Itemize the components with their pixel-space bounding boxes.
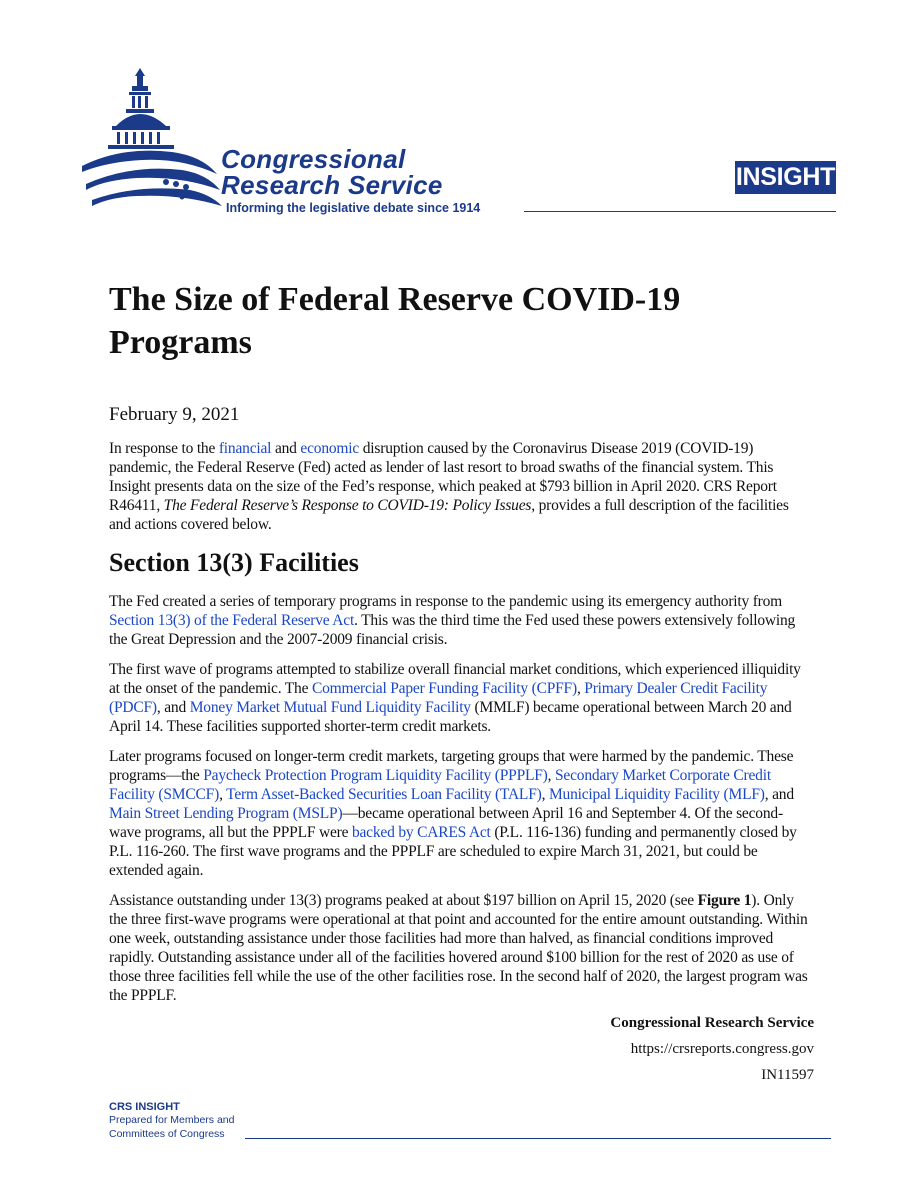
link-smccf[interactable]: Secondary Market Corporate Credit Facility (SMCCF) [109, 767, 771, 803]
link-talf[interactable]: Term Asset-Backed Securities Loan Facility (TALF) [226, 786, 542, 803]
text-run: (MMLF) became operational between March 20 and April 14. These facilities supported shorter-term credit markets. [109, 699, 792, 735]
report-title-italic: The Federal Reserve’s Response to COVID-19: Policy Issues [163, 497, 532, 514]
text-run: ). Only the three first-wave programs were operational at that point and accounted for the entire amount outstanding. Within one week, outstanding assistance under those facilities had more than halved, as financial conditions improved rapidly. Outstanding assistance under all of the facilities hovered around $100 billion for the rest of 2020 as use of those three facilities fell while the use of the other facilities rose. In the second half of 2020, the largest program was the PPPLF. [109, 892, 808, 1004]
footer-divider [245, 1138, 831, 1139]
figure-reference: Figure 1 [697, 892, 752, 909]
text-run: The Fed created a series of temporary programs in response to the pandemic using its emergency authority from [109, 593, 783, 610]
link-mmlf[interactable]: Money Market Mutual Fund Liquidity Facility [189, 699, 471, 716]
prepared-line2: Committees of Congress [109, 1128, 225, 1140]
link-financial[interactable]: financial [218, 440, 272, 457]
text-run: , [219, 786, 227, 803]
report-id: IN11597 [761, 1067, 814, 1083]
link-section-13-3[interactable]: Section 13(3) of the Federal Reserve Act [109, 612, 355, 629]
crs-tagline: Informing the legislative debate since 1914 [226, 201, 481, 215]
text-run: , and [764, 786, 794, 803]
paragraph-3 [109, 747, 814, 880]
footer-org: Congressional Research Service [610, 1015, 814, 1031]
header-divider [524, 211, 836, 212]
text-run: , [547, 767, 556, 784]
intro-paragraph [109, 439, 814, 534]
link-cpff[interactable]: Commercial Paper Funding Facility (CPFF) [311, 680, 577, 697]
link-cares-act[interactable]: backed by CARES Act [351, 824, 491, 841]
text-run: Assistance outstanding under 13(3) programs peaked at about $197 billion on April 15, 2020 (see [109, 892, 698, 909]
publication-date: February 9, 2021 [109, 404, 240, 425]
text-run: disruption caused by the Coronavirus Disease 2019 (COVID-19) pandemic, the Federal Reserve (Fed) acted as lender of last resort to broad swaths of the financial system. This Insight presents data on the size of the Fed’s response, which peaked at $793 billion in April 2020. CRS Report R46411, [109, 440, 777, 514]
link-pdcf[interactable]: Primary Dealer Credit Facility (PDCF) [109, 680, 768, 716]
page-footer [610, 1014, 814, 1085]
document-body [109, 439, 814, 1016]
text-run: The first wave of programs attempted to stabilize overall financial market conditions, which experienced illiquidity at the onset of the pandemic. The [109, 661, 801, 697]
section-heading: Section 13(3) Facilities [109, 548, 359, 577]
prepared-line1: Prepared for Members and [109, 1114, 235, 1126]
link-mslp[interactable]: Main Street Lending Program (MSLP) [109, 805, 343, 822]
text-run: (P.L. 116-136) funding and permanently closed by P.L. 116-260. The first wave programs and the PPPLF are scheduled to expire March 31, 2021, but could be extended again. [109, 824, 797, 879]
crs-brand-line2: Research Service [221, 170, 443, 200]
crs-brand-line1: Congressional [221, 144, 406, 174]
page-title: The Size of Federal Reserve COVID-19 Programs [109, 281, 681, 361]
paragraph-4 [109, 891, 814, 1005]
text-run: and [271, 440, 301, 457]
paragraph-1 [109, 592, 814, 649]
text-run: , provides a full description of the facilities and actions covered below. [109, 497, 789, 533]
footer-url: https://crsreports.congress.gov [630, 1041, 814, 1057]
text-run: Later programs focused on longer-term credit markets, targeting groups that were harmed by the pandemic. These programs—the [109, 748, 794, 784]
text-run: In response to the [109, 440, 219, 457]
insight-badge: INSIGHT [735, 161, 836, 194]
text-run: , and [156, 699, 190, 716]
text-run: . This was the third time the Fed used these powers extensively following the Great Depression and the 2007-2009 financial crisis. [109, 612, 796, 648]
link-economic[interactable]: economic [300, 440, 360, 457]
text-run: —became operational between April 16 and September 4. Of the second-wave programs, all but the PPPLF were [109, 805, 783, 841]
crs-insight-footer [109, 1101, 234, 1141]
link-ppplf[interactable]: Paycheck Protection Program Liquidity Facility (PPPLF) [203, 767, 548, 784]
text-run: , [541, 786, 549, 803]
text-run: , [576, 680, 585, 697]
paragraph-2 [109, 660, 814, 736]
crs-dome-logo [82, 66, 222, 216]
crs-insight-label: CRS INSIGHT [109, 1101, 180, 1113]
link-mlf[interactable]: Municipal Liquidity Facility (MLF) [548, 786, 765, 803]
